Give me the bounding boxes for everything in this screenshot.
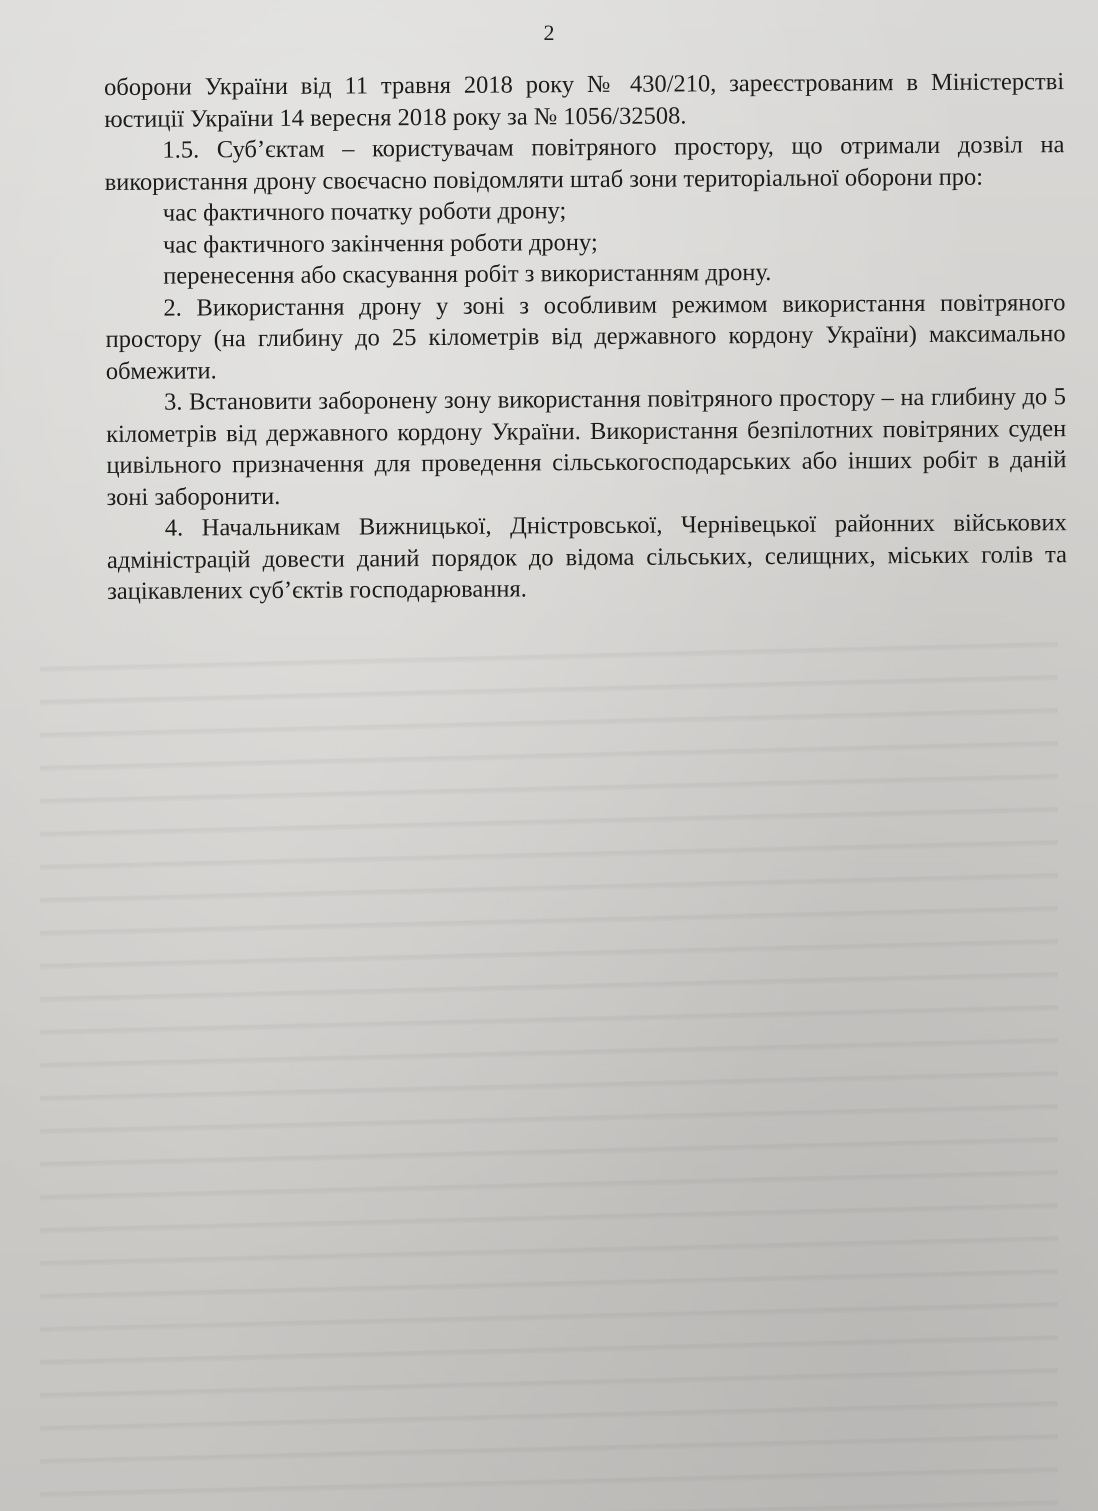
paragraph-2: 2. Використання дрону у зоні з особливим режимом використання повітряного простору (на глибину до 25 кілометрів від державного кордону України) максимально обмежити.	[105, 288, 1066, 385]
paragraph-1-5: 1.5. Суб’єктам – користувачам повітряного простору, що отримали дозвіл на використання дрону своєчасно повідомляти штаб зони територіальної оборони про:	[104, 131, 1065, 196]
list-item: час фактичного початку роботи дрону;	[162, 197, 567, 227]
reverse-side-bleed-through	[40, 640, 1058, 1511]
paragraph-continuation: оборони України від 11 травня 2018 року № 430/210, зареєстрованим в Міністерстві юстиції України 14 вересня 2018 року за № 1056/32508.	[104, 68, 1065, 133]
paragraph-4: 4. Начальникам Вижницької, Дністровської, Чернівецької районних військових адміністрацій довести даний порядок до відома сільських, селищних, міських голів та зацікавлених суб’єктів господарювання.	[106, 509, 1068, 605]
page-number: 2	[543, 20, 555, 45]
document-body	[104, 66, 1067, 607]
list-item: перенесення або скасування робіт з використанням дрону.	[163, 258, 772, 290]
paragraph-3: 3. Встановити заборонену зону використання повітряного простору – на глибину до 5 кілометрів від державного кордону України. Використання безпілотних повітряних суден цивільного призначення для проведення сільськогосподарських або інших робіт в даній зоні заборонити.	[106, 383, 1067, 511]
list-item: час фактичного закінчення роботи дрону;	[162, 228, 598, 259]
